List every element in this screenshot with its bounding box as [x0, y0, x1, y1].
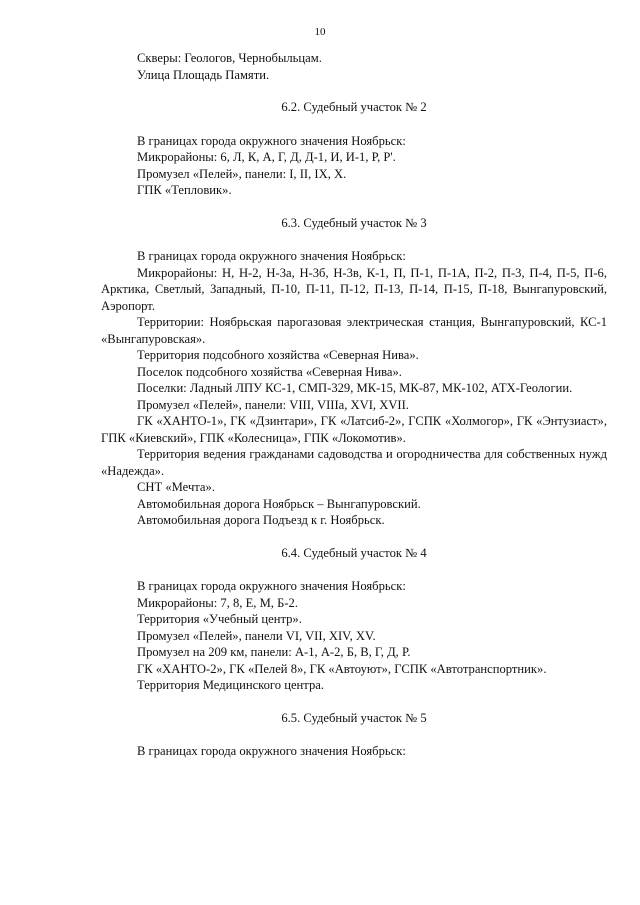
section-4-paragraph: Микрорайоны: 7, 8, Е, М, Б-2.	[137, 595, 298, 610]
section-3-paragraph: Территория ведения гражданами садоводства и огородничества для собственных нужд «Надежда».	[101, 447, 607, 478]
section-heading-4: 6.4. Судебный участок № 4	[281, 545, 427, 560]
intro-paragraph: Скверы: Геологов, Чернобыльцам.	[137, 51, 322, 65]
section-3-paragraph: Территория подсобного хозяйства «Северная Нива».	[137, 348, 419, 362]
section-4-paragraph: Промузел на 209 км, панели: А-1, А-2, Б, В, Г, Д, Р.	[137, 645, 411, 659]
intro-paragraph: Улица Площадь Памяти.	[137, 67, 270, 82]
section-heading-5: 6.5. Судебный участок № 5	[281, 710, 427, 725]
section-3-paragraph: В границах города окружного значения Ноябрьск:	[137, 249, 406, 263]
section-4-paragraph: ГК «ХАНТО-2», ГК «Пелей 8», ГК «Автоуют», ГСПК «Автотранспортник».	[137, 661, 547, 676]
section-3-paragraph: Микрорайоны: Н, Н-2, Н-3а, Н-3б, Н-3в, К-1, П, П-1, П-1А, П-2, П-3, П-4, П-5, П-6, Арктика, Светлый, Западный, П-10, П-11, П-12, П-13, П-14, П-15, П-18, Вынгапуровский, Аэропорт.	[101, 265, 607, 313]
section-3-paragraph: СНТ «Мечта».	[137, 480, 215, 494]
section-4-paragraph: Территория Медицинского центра.	[137, 678, 324, 692]
section-3-paragraph: Автомобильная дорога Ноябрьск – Вынгапуровский.	[137, 496, 421, 511]
section-3-paragraph: Автомобильная дорога Подъезд к г. Ноябрьск.	[137, 513, 385, 527]
section-2-paragraph: ГПК «Тепловик».	[137, 183, 232, 197]
section-4-paragraph: Промузел «Пелей», панели VI, VII, XIV, XV.	[137, 628, 376, 643]
section-4-paragraph: Территория «Учебный центр».	[137, 612, 302, 626]
section-heading-3: 6.3. Судебный участок № 3	[281, 215, 427, 230]
section-3-paragraph: ГК «ХАНТО-1», ГК «Дзинтари», ГК «Латсиб-2», ГСПК «Холмогор», ГК «Энтузиаст», ГПК «Киевский», ГПК «Колесница», ГПК «Локомотив».	[101, 414, 607, 445]
section-3-paragraph: Поселки: Ладный ЛПУ КС-1, СМП-329, МК-15, МК-87, МК-102, АТХ-Геологии.	[137, 381, 573, 395]
section-5-paragraph: В границах города окружного значения Ноябрьск:	[137, 744, 406, 758]
section-3-paragraph: Территории: Ноябрьская парогазовая электрическая станция, Вынгапуровский, КС-1 «Вынгапуровская».	[101, 315, 607, 346]
section-4-paragraph: В границах города окружного значения Ноябрьск:	[137, 579, 406, 593]
section-3-paragraph: Промузел «Пелей», панели: VIII, VIIIа, XVI, XVII.	[137, 397, 409, 412]
section-2-paragraph: Микрорайоны: 6, Л, К, А, Г, Д, Д-1, И, И-1, Р, Р'.	[137, 150, 396, 164]
section-3-paragraph: Поселок подсобного хозяйства «Северная Нива».	[137, 364, 402, 379]
section-heading-2: 6.2. Судебный участок № 2	[281, 100, 427, 114]
section-2-paragraph: Промузел «Пелей», панели: I, II, IX, X.	[137, 166, 347, 181]
page-number: 10	[314, 26, 326, 38]
section-2-paragraph: В границах города окружного значения Ноябрьск:	[137, 133, 406, 148]
document-body	[101, 50, 607, 760]
